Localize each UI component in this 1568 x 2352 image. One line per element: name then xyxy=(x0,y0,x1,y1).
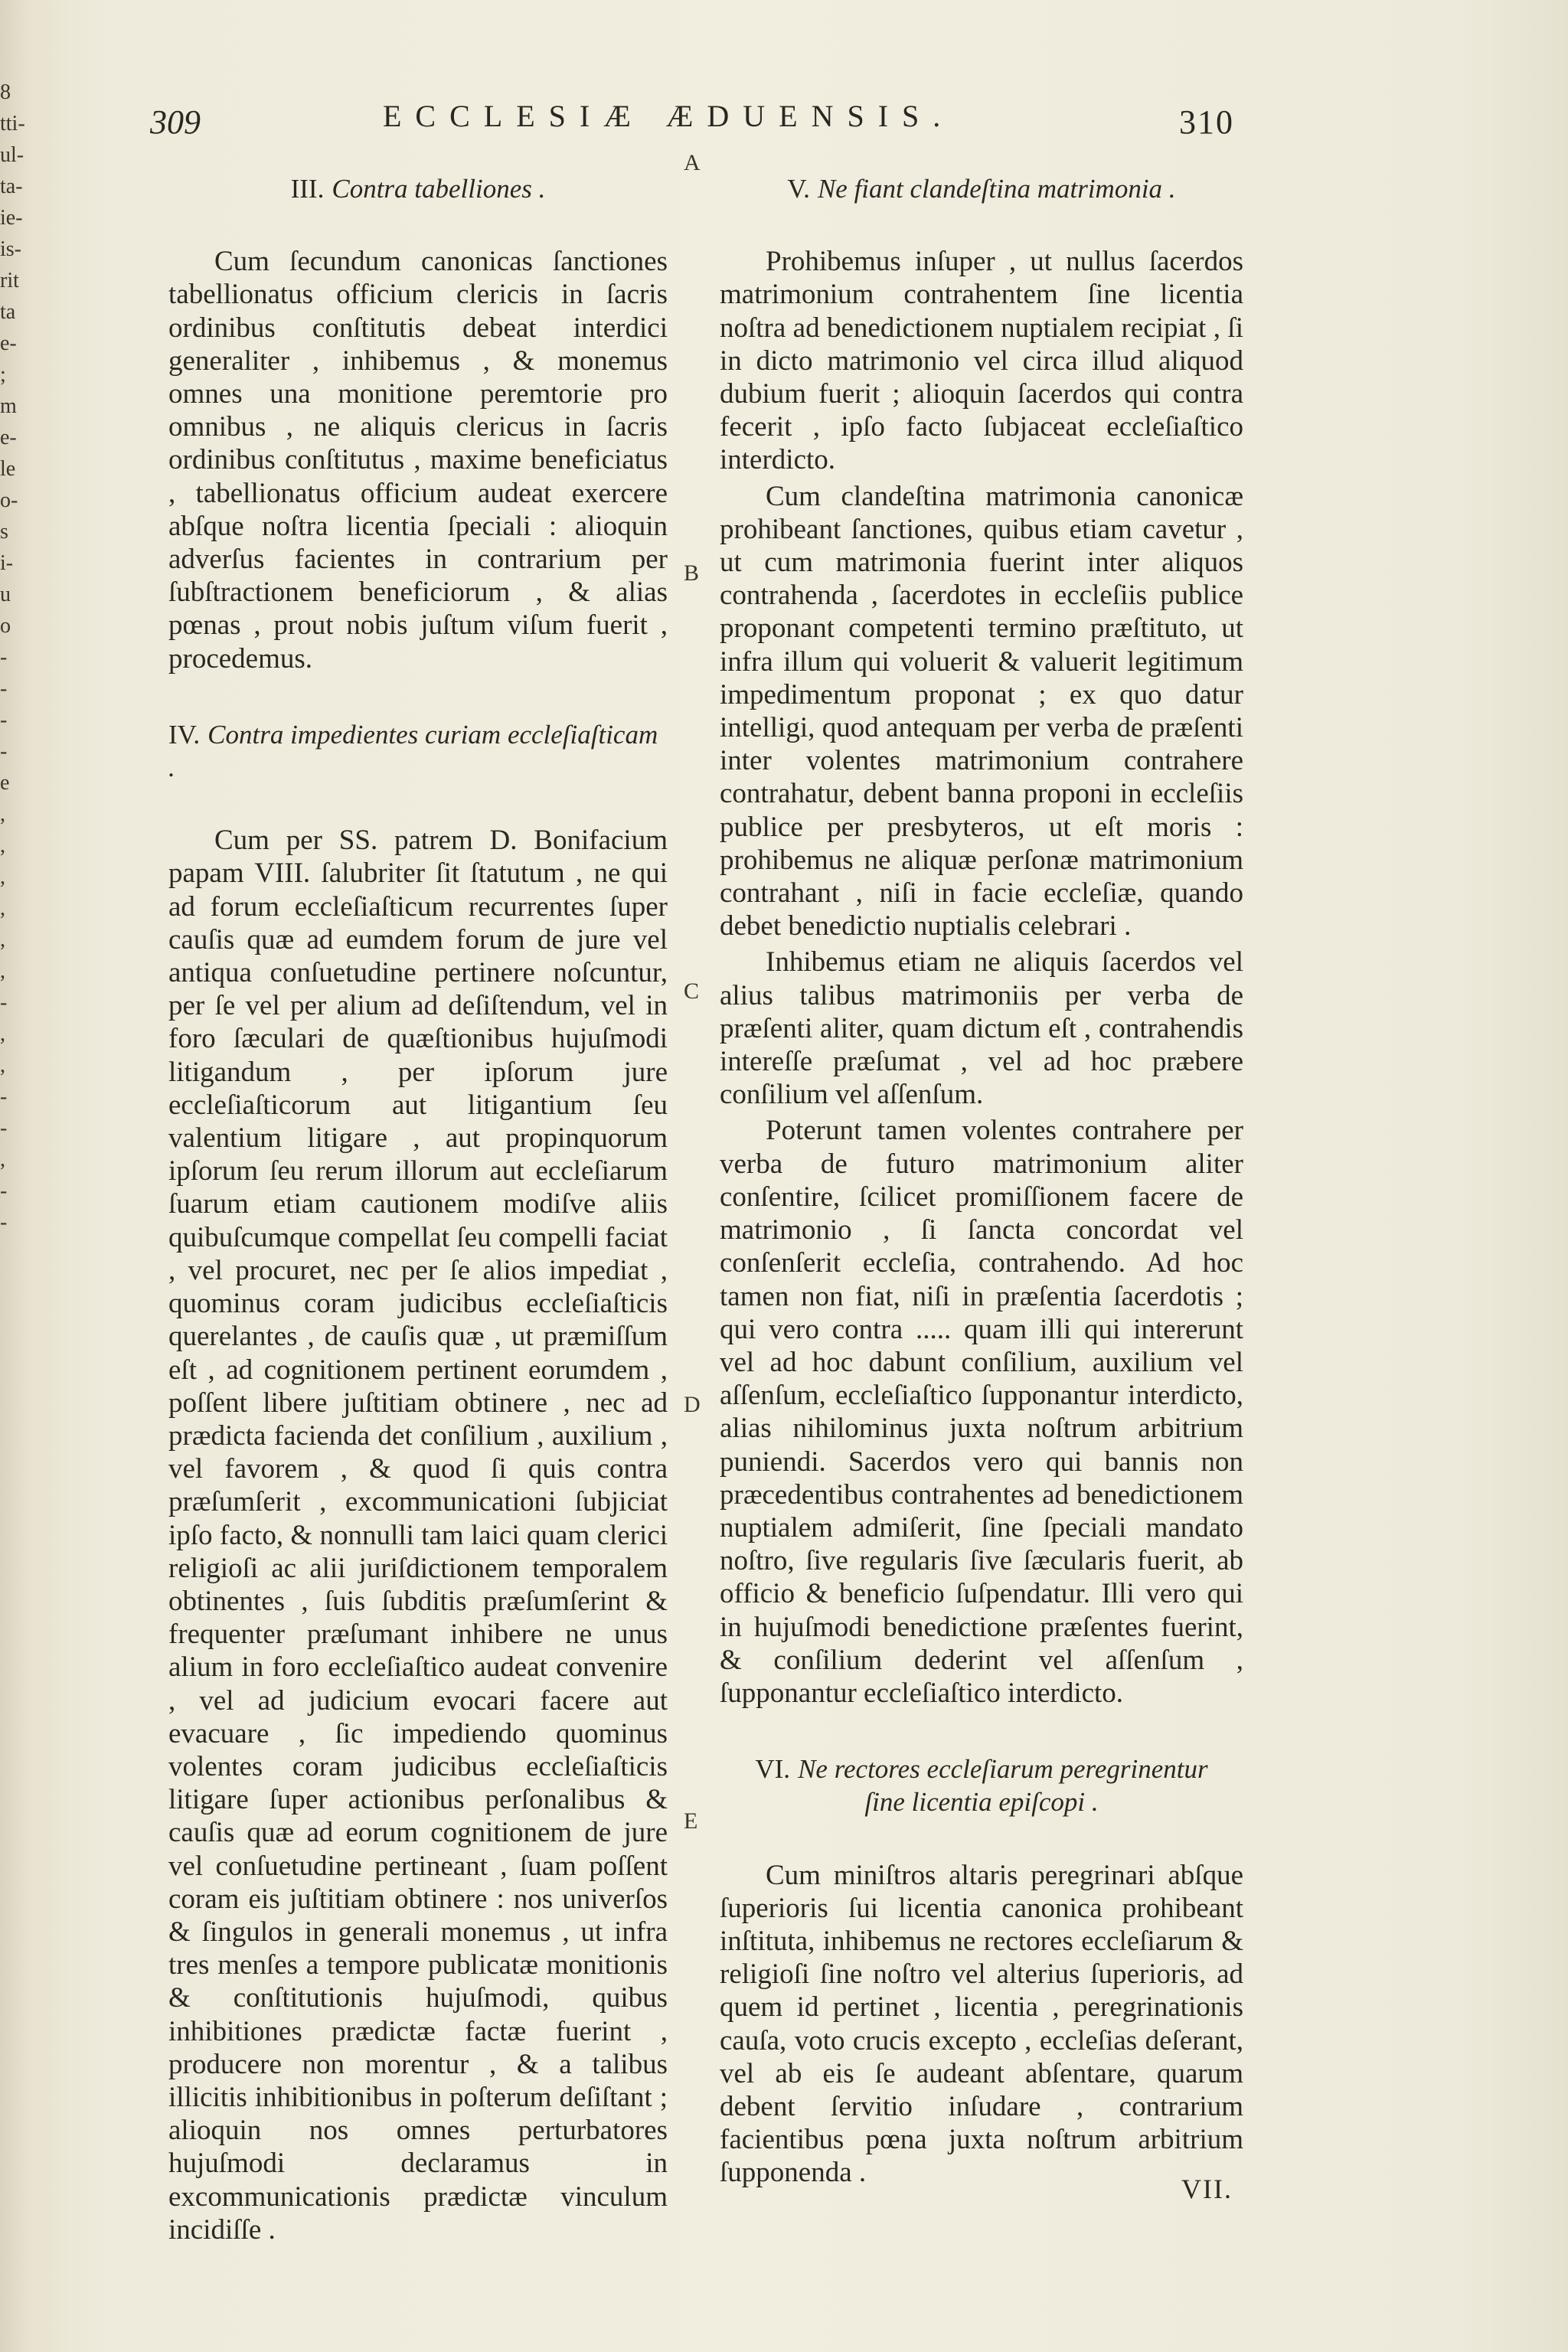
gutter-fragment: 8 xyxy=(0,80,11,104)
gutter-fragment: , xyxy=(0,897,5,920)
section-title-text: Contra tabelliones . xyxy=(332,174,546,204)
margin-marker-e: E xyxy=(684,1808,698,1834)
gutter-fragment: tti- xyxy=(0,112,25,136)
paragraph: Cum miniſtros altaris peregrinari abſque ſuperioris ſui licentia canonica prohibeant inſtituta, inhibemus ne rectores eccleſiarum & religioſi ſine noſtro vel alterius ſuperioris, ad quem id pertinet , licentia , peregrinationis cauſa, voto crucis excepto , eccleſias deſerant, vel ab eis ſe audeant abſentare, quarum debent ſervitio inſudare , contrarium facientibus pœna juxta noſtrum arbitrium ſupponenda . xyxy=(720,1859,1243,2189)
gutter-fragment: , xyxy=(0,1054,5,1077)
catchword: VII. xyxy=(1181,2174,1233,2204)
gutter-fragment: e- xyxy=(0,332,17,355)
left-page-number: 309 xyxy=(150,103,201,141)
gutter-fragment: ta xyxy=(0,300,16,324)
gutter-fragment: - xyxy=(0,645,8,669)
paragraph: Cum ſecundum canonicas ſanctiones tabellionatus officium clericis in ſacris ordinibus conſtitutis debeat interdici generaliter , inhibemus , & monemus omnes una monitione peremtorie pro omnibus , ne aliquis clericus in ſacris ordinibus conſtitutus , maxime beneficiatus , tabellionatus officium audeat exercere abſque noſtra licentia ſpeciali : alioquin adverſus facientes in contrarium per ſubſtractionem beneficiorum , & alias pœnas , prout nobis juſtum viſum fuerit , procedemus. xyxy=(168,246,668,675)
gutter-fragment: - xyxy=(0,1210,8,1234)
margin-marker-b: B xyxy=(684,560,700,586)
paragraph: Inhibemus etiam ne aliquis ſacerdos vel alius talibus matrimoniis per verba de præſenti aliter, quam dictum eſt , contrahendis intereſſe præſumat , vel ad hoc præbere conſilium vel aſſenſum. xyxy=(720,946,1243,1111)
gutter-fragment: - xyxy=(0,1179,8,1203)
gutter-fragment: m xyxy=(0,394,17,418)
section-title-text: Ne rectores eccleſiarum peregrinentur ſine licentia epiſcopi . xyxy=(798,1754,1208,1818)
paragraph: Cum clandeſtina matrimonia canonicæ prohibeant ſanctiones, quibus etiam cavetur , ut cum matrimonia fuerint inter aliquos contrahenda , ſacerdotes in eccleſiis publice proponant competenti termino præſtituto, ut infra illum qui voluerit & valuerit legitimum impedimentum proponat ; ex quo datur intelligi, quod antequam per verba de præſenti inter volentes matrimonium contrahere contrahatur, debent banna proponi in eccleſiis publice per presbyteros, ut eſt moris : prohibemus ne aliquæ perſonæ matrimonium contrahant , niſi in facie eccleſiæ, quando debet benedictio nuptialis celebrari . xyxy=(720,480,1243,942)
gutter-fragment: , xyxy=(0,959,5,983)
gutter-fragment: - xyxy=(0,1085,8,1109)
gutter-fragment: , xyxy=(0,928,5,952)
gutter-fragment: ; xyxy=(0,363,6,387)
gutter-fragment: - xyxy=(0,1116,8,1140)
gutter-fragment: ie- xyxy=(0,206,23,230)
facing-page-gutter xyxy=(0,77,31,1238)
running-head: ECCLESIÆ ÆDUENSIS. xyxy=(383,99,955,133)
section-title-iv xyxy=(168,718,668,784)
gutter-fragment: , xyxy=(0,1022,5,1046)
right-page-number: 310 xyxy=(1179,103,1234,141)
section-title-v xyxy=(720,172,1243,205)
gutter-fragment: ta- xyxy=(0,175,23,198)
gutter-fragment: rit xyxy=(0,269,19,292)
gutter-fragment: e xyxy=(0,771,10,795)
section-number: III. xyxy=(290,174,325,204)
gutter-fragment: , xyxy=(0,802,5,826)
left-text-column xyxy=(168,172,668,2289)
margin-marker-c: C xyxy=(684,978,700,1004)
gutter-fragment: e- xyxy=(0,426,17,449)
gutter-fragment: is- xyxy=(0,237,21,261)
section-number: VI. xyxy=(755,1754,791,1785)
gutter-fragment: o- xyxy=(0,488,18,512)
section-title-text: Contra impedientes curiam eccleſiaſticam . xyxy=(168,719,658,783)
right-text-column xyxy=(720,172,1243,2193)
gutter-fragment: o xyxy=(0,614,11,638)
gutter-fragment: , xyxy=(0,1148,5,1171)
paragraph: Poterunt tamen volentes contrahere per verba de futuro matrimonium aliter conſentire, ſcilicet promiſſionem facere de matrimonio , ſi ſancta concordat vel conſenſerit eccleſia, contrahendo. Ad hoc tamen non fiat, niſi in præſentia ſacerdotis ; qui vero contra ..... quam illi qui intererunt vel ad hoc dabunt conſilium, auxilium vel aſſenſum, eccleſiaſtico ſupponantur interdicto, alias nihilominus juxta noſtrum arbitrium puniendi. Sacerdos vero qui bannis non præcedentibus contrahentes ad benedictionem nuptialem admiſerit, ſine ſpeciali mandato noſtro, ſive regularis ſive ſæcularis fuerit, ab officio & beneficio ſuſpendatur. Illi vero qui in hujuſmodi benedictione præſentes fuerint, & conſilium dederint vel aſſenſum , ſupponantur eccleſiaſtico interdicto. xyxy=(720,1115,1243,1709)
gutter-fragment: , xyxy=(0,865,5,889)
section-title-iii xyxy=(168,172,668,205)
gutter-fragment: le xyxy=(0,457,16,481)
gutter-fragment: - xyxy=(0,740,8,763)
margin-marker-a: A xyxy=(684,150,701,175)
margin-marker-d: D xyxy=(684,1392,701,1417)
gutter-fragment: i- xyxy=(0,551,14,575)
section-number: V. xyxy=(787,174,810,204)
gutter-fragment: ul- xyxy=(0,143,24,167)
gutter-fragment: - xyxy=(0,991,8,1014)
gutter-fragment: s xyxy=(0,520,8,544)
gutter-fragment: - xyxy=(0,708,8,732)
gutter-fragment: , xyxy=(0,834,5,858)
paragraph: Cum per SS. patrem D. Bonifacium papam VIII. ſalubriter ſit ſtatutum , ne qui ad forum eccleſiaſticum recurrentes ſuper cauſis quæ ad eumdem forum de jure vel antiqua conſuetudine pertinere noſcuntur, per ſe vel per alium ad deſiſtendum, vel in foro ſæculari de quæſtionibus hujuſmodi litigandum , per ipſorum jure eccleſiaſticorum aut litigantium ſeu valentium litigare , aut propinquorum ipſorum ſeu rerum illorum aut eccleſiarum ſuarum etiam cautionem modiſve aliis quibuſcumque compellat ſeu compelli faciat , vel procuret, nec per ſe alios impediat , quominus coram judicibus eccleſiaſticis querelantes , de cauſis quæ , ut præmiſſum eſt , ad cognitionem pertinent eorumdem , poſſent libere juſtitiam obtinere , nec ad prædicta facienda det conſilium , auxilium , vel favorem , & quod ſi quis contra præſumſerit , excommunicationi ſubjiciat ipſo facto, & nonnulli tam laici quam clerici religioſi ac alii juriſdictionem temporalem obtinentes , ſuis ſubditis præſumſerint & frequenter præſumant inhibere ne unus alium in foro eccleſiaſtico audeat convenire , vel ad judicium evocari facere aut evacuare , ſic impediendo quominus volentes coram judicibus eccleſiaſticis litigare ſuper actionibus perſonalibus & cauſis quæ ad eorum cognitionem de jure vel conſuetudine pertineant , ſuam poſſent coram eis juſtitiam obtinere : nos univerſos & ſingulos in generali monemus , ut infra tres menſes a tempore publicatæ monitionis & conſtitutionis hujuſmodi, quibus inhibitiones prædictæ factæ fuerint , producere non morentur , & a talibus illicitis inhibitionibus in poſterum deſiſtant ; alioquin nos omnes perturbatores hujuſmodi declaramus in excommunicationis prædictæ vinculum incidiſſe . xyxy=(168,825,668,2246)
section-title-vi xyxy=(720,1753,1243,1818)
paragraph: Prohibemus inſuper , ut nullus ſacerdos matrimonium contrahentem ſine licentia noſtra ad benedictionem nuptialem recipiat , ſi in dicto matrimonio vel circa illud aliquod dubium fuerit ; alioquin ſacerdos qui contra fecerit , ipſo facto ſubjaceat eccleſiaſtico interdicto. xyxy=(720,246,1243,476)
gutter-fragment: - xyxy=(0,677,8,701)
gutter-fragment: u xyxy=(0,583,11,606)
section-number: IV. xyxy=(168,719,201,750)
section-title-text: Ne fiant clandeſtina matrimonia . xyxy=(817,174,1176,204)
